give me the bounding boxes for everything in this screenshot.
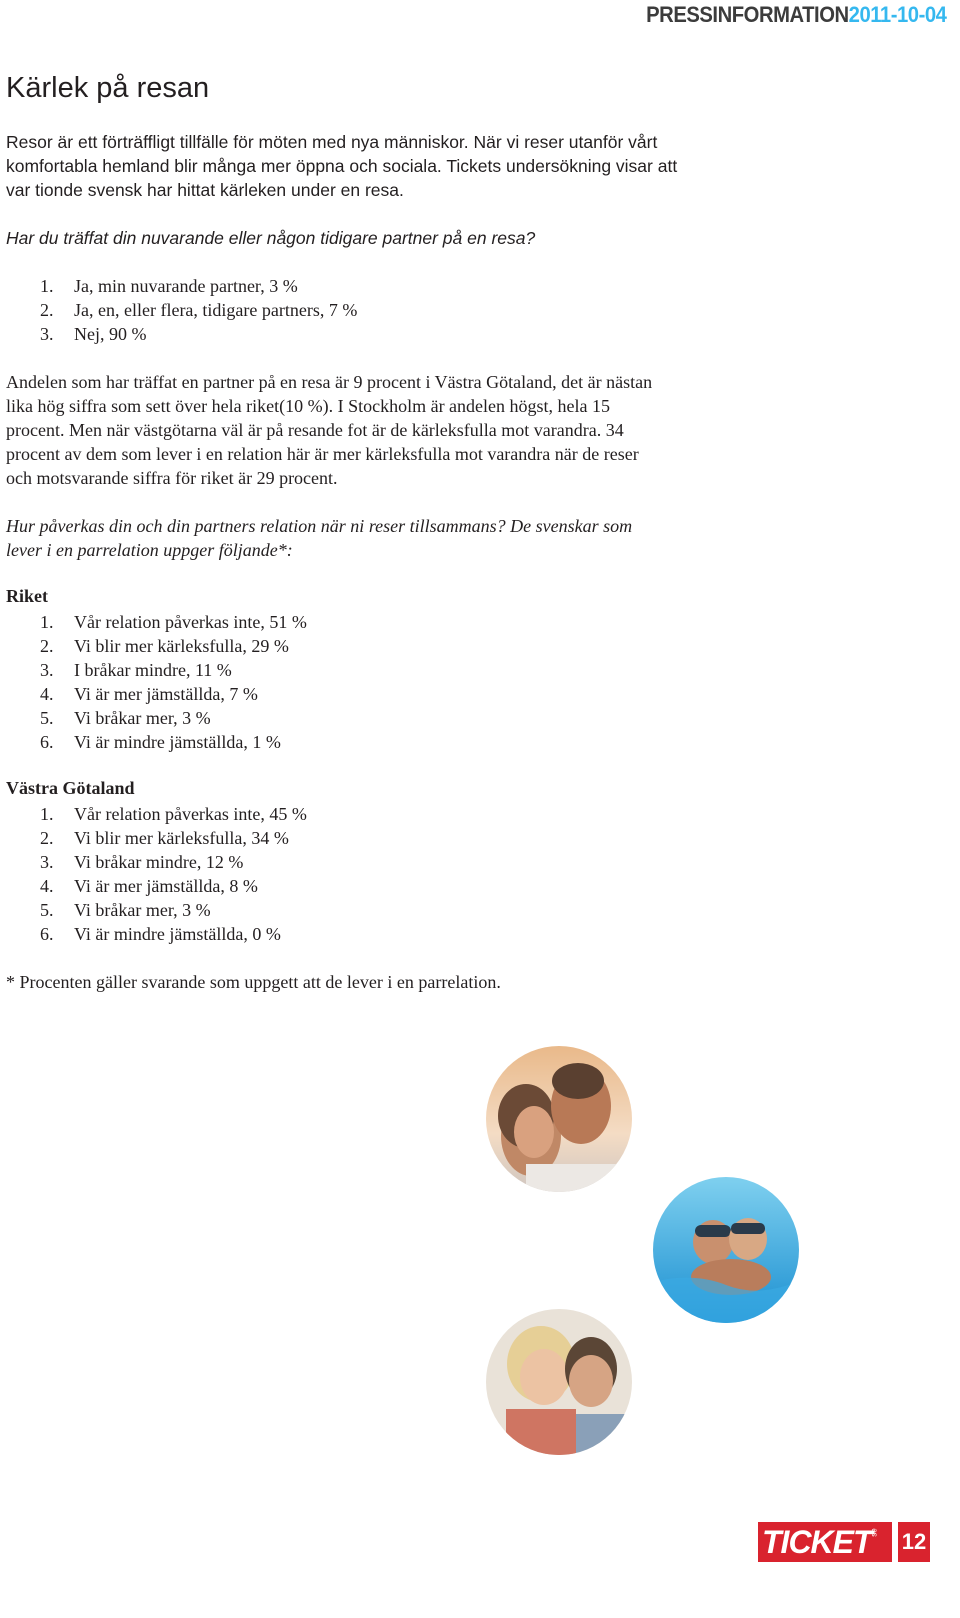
list-item: 4. Vi är mer jämställda, 8 %: [40, 876, 258, 896]
list-item: 1. Vår relation påverkas inte, 51 %: [40, 612, 307, 632]
intro-paragraph: Resor är ett förträffligt tillfälle för möten med nya människor. När vi reser utanför vårt komfortabla hemland blir många mer öppna och sociala. Tickets undersökning visar att var tionde svensk har hittat kärleken under en resa.: [6, 132, 678, 200]
ticket-logo-mark: [758, 1522, 892, 1562]
list-item: 2. Vi blir mer kärleksfulla, 29 %: [40, 636, 289, 656]
body-paragraph: Andelen som har träffat en partner på en resa är 9 procent i Västra Götaland, det är nästan lika hög siffra som sett över hela riket(10 %). I Stockholm är andelen högst, hela 15 procent. Men när västgötarna väl är på resande fot är de kärleksfulla mot varandra. 34 procent av dem som lever i en relation här är mer kärleksfulla mot varandra när de reser och motsvarande siffra för riket är 29 procent.: [6, 372, 653, 488]
question-1: Har du träffat din nuvarande eller någon tidigare partner på en resa?: [6, 228, 536, 248]
page-title: Kärlek på resan: [6, 72, 210, 104]
list-item: 3. Vi bråkar mindre, 12 %: [40, 852, 244, 872]
vastra-gotaland-heading: Västra Götaland: [6, 778, 135, 798]
list-item: 5. Vi bråkar mer, 3 %: [40, 708, 211, 728]
list-item: 1. Ja, min nuvarande partner, 3 %: [40, 276, 298, 296]
list-item: 2. Ja, en, eller flera, tidigare partners, 7 %: [40, 300, 358, 320]
list-item: 3. Nej, 90 %: [40, 324, 147, 344]
list-item: 3. I bråkar mindre, 11 %: [40, 660, 232, 680]
logo-text: TICKET: [762, 1524, 872, 1560]
page-number: 12: [898, 1522, 930, 1562]
ticket-logo: [758, 1522, 953, 1562]
list-item: 4. Vi är mer jämställda, 7 %: [40, 684, 258, 704]
vastra-gotaland-list: [40, 802, 307, 946]
answers-list-1: [40, 274, 357, 346]
question-2: Hur påverkas din och din partners relation när ni reser tillsammans? De svenskar som lever i en parrelation uppger följande*:: [6, 516, 633, 560]
footnote: * Procenten gäller svarande som uppgett att de lever i en parrelation.: [6, 972, 501, 992]
header-label: PRESSINFORMATION: [645, 2, 849, 27]
list-item: 2. Vi blir mer kärleksfulla, 34 %: [40, 828, 289, 848]
couple-snorkeling-photo: [653, 1177, 799, 1323]
list-item: 6. Vi är mindre jämställda, 0 %: [40, 924, 281, 944]
list-item: 6. Vi är mindre jämställda, 1 %: [40, 732, 281, 752]
logo-suffix: se: [869, 1528, 879, 1537]
header-date: 2011-10-04: [848, 2, 946, 27]
page-header: [646, 2, 946, 28]
riket-heading: Riket: [6, 586, 48, 606]
riket-list: [40, 610, 307, 754]
couple-sunset-photo: [486, 1046, 632, 1192]
couple-laughing-photo: [486, 1309, 632, 1455]
list-item: 1. Vår relation påverkas inte, 45 %: [40, 804, 307, 824]
list-item: 5. Vi bråkar mer, 3 %: [40, 900, 211, 920]
